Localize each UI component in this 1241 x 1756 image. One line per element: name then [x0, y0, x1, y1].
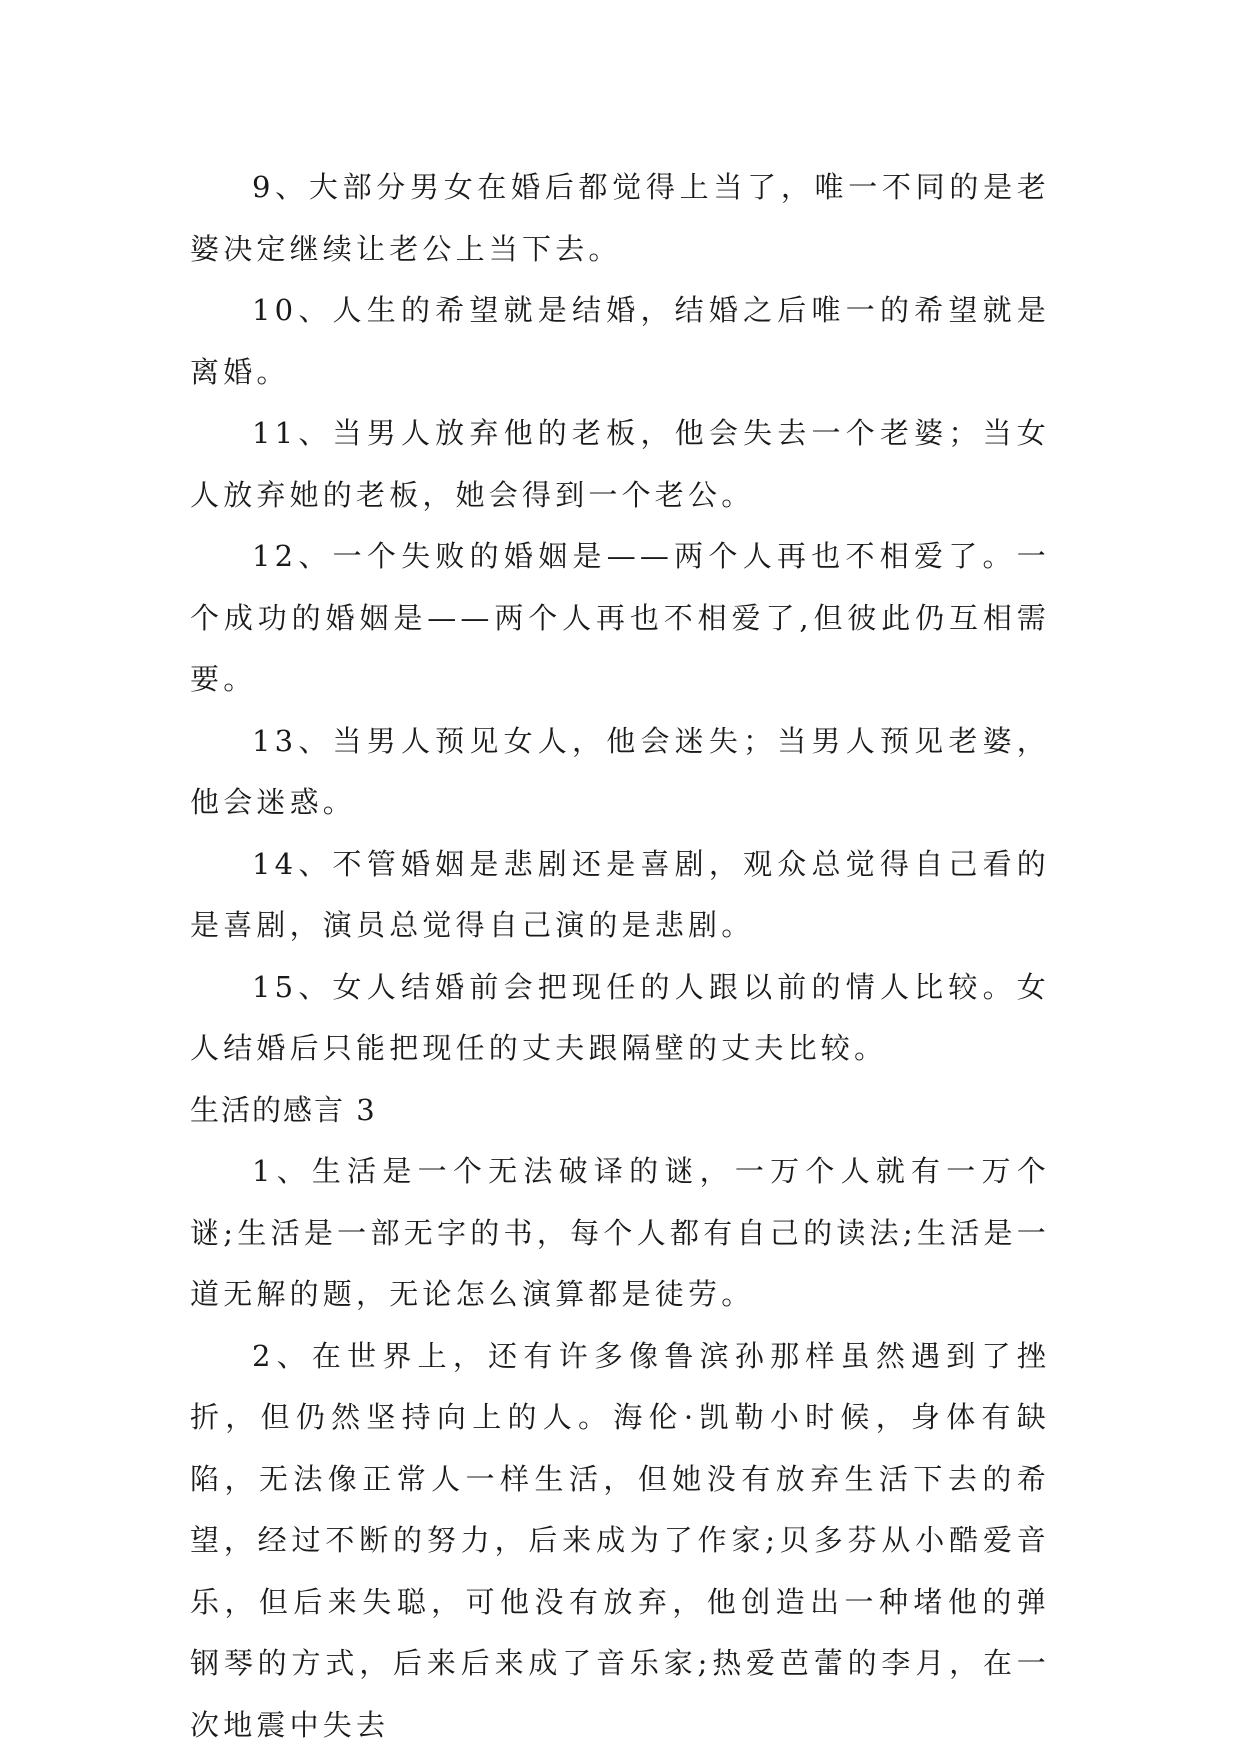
section-heading: 生活的感言 3	[190, 1080, 1050, 1142]
paragraph-11: 11、当男人放弃他的老板，他会失去一个老婆；当女人放弃她的老板，她会得到一个老公。	[190, 403, 1050, 526]
paragraph-13: 13、当男人预见女人，他会迷失；当男人预见老婆，他会迷惑。	[190, 711, 1050, 834]
paragraph-10: 10、人生的希望就是结婚，结婚之后唯一的希望就是离婚。	[190, 280, 1050, 403]
paragraph-life-1: 1、生活是一个无法破译的谜，一万个人就有一万个谜;生活是一部无字的书，每个人都有自己的读法;生活是一道无解的题，无论怎么演算都是徒劳。	[190, 1141, 1050, 1326]
paragraph-15: 15、女人结婚前会把现任的人跟以前的情人比较。女人结婚后只能把现任的丈夫跟隔壁的丈夫比较。	[190, 957, 1050, 1080]
paragraph-12: 12、一个失败的婚姻是——两个人再也不相爱了。一个成功的婚姻是——两个人再也不相爱了,但彼此仍互相需要。	[190, 526, 1050, 711]
paragraph-14: 14、不管婚姻是悲剧还是喜剧，观众总觉得自己看的是喜剧，演员总觉得自己演的是悲剧。	[190, 834, 1050, 957]
paragraph-9: 9、大部分男女在婚后都觉得上当了，唯一不同的是老婆决定继续让老公上当下去。	[190, 157, 1050, 280]
document-body	[190, 157, 1050, 1756]
paragraph-life-2: 2、在世界上，还有许多像鲁滨孙那样虽然遇到了挫折，但仍然坚持向上的人。海伦·凯勒小时候，身体有缺陷，无法像正常人一样生活，但她没有放弃生活下去的希望，经过不断的努力，后来成为了作家;贝多芬从小酷爱音乐，但后来失聪，可他没有放弃，他创造出一种堵他的弹钢琴的方式，后来后来成了音乐家;热爱芭蕾的李月，在一次地震中失去	[190, 1326, 1050, 1756]
